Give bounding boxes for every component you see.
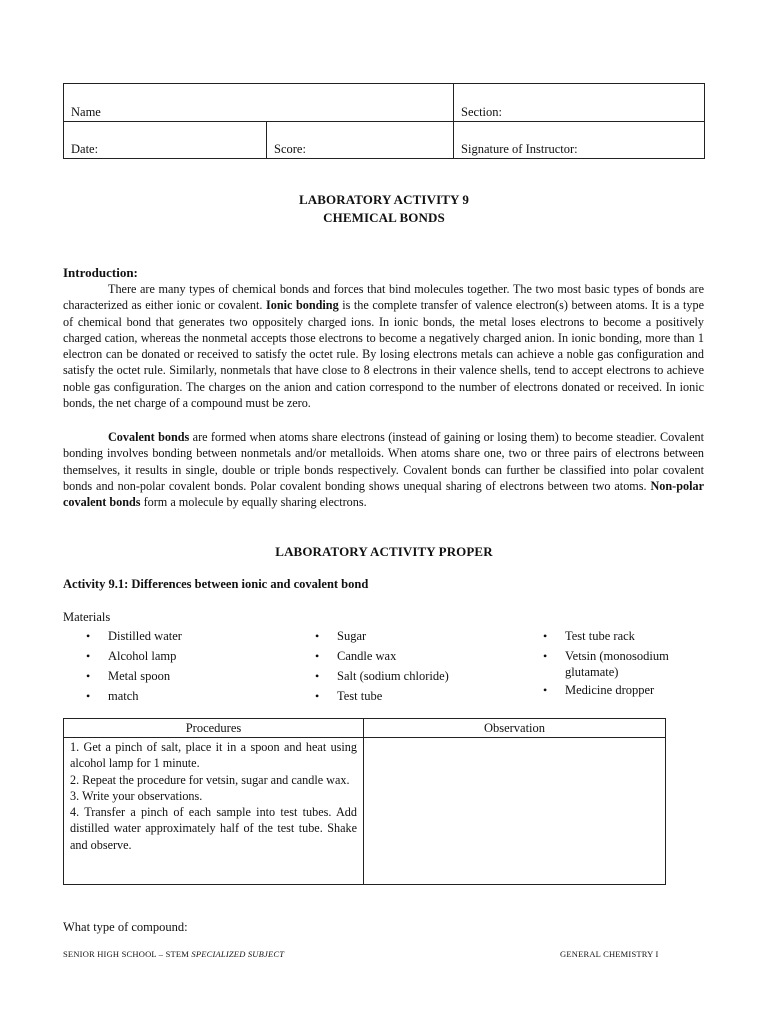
materials-list-col2 [315,628,525,708]
activity-proper-heading: LABORATORY ACTIVITY PROPER [275,544,493,559]
materials-list-col1 [86,628,286,708]
procedure-step: 2. Repeat the procedure for vetsin, sugar and candle wax. [70,772,350,787]
page-title: LABORATORY ACTIVITY 9 [299,192,469,207]
signature-field[interactable] [454,122,705,159]
section-field[interactable] [454,84,705,122]
name-label: Name [71,105,101,119]
list-item: • Distilled water [86,628,286,644]
score-field[interactable] [267,122,454,159]
procedures-cell [64,738,364,885]
signature-label: Signature of Instructor: [461,142,578,156]
list-item: • Sugar [315,628,525,644]
footer-left: SENIOR HIGH SCHOOL – STEM SPECIALIZED SUBJECT [63,949,285,959]
introduction-heading: Introduction: [63,265,138,280]
procedure-step: 4. Transfer a pinch of each sample into test tubes. Add distilled water approximately half of the test tube. Shake and observe. [70,805,357,852]
list-item: • Test tube rack [543,628,703,644]
introduction-paragraph-1: There are many types of chemical bonds and forces that bind molecules together. The two most basic types of bonds are characterized as either ionic or covalent. Ionic bonding is the complete transfer of valence electron(s) between atoms. It is a type of chemical bond that generates two oppositely charged ions. In ionic bonds, the metal loses electrons to become a positively charged cation, whereas the nonmetal accepts those electrons to become a negatively charged anion. In ionic bonding, more than 1 electron can be donated or received to satisfy the octet rule. By losing electrons metals can achieve a noble gas configuration and satisfy the octet rule. Similarly, nonmetals that have close to 8 electrons in their valence shells, tend to accept electrons to achieve noble gas configuration. The charges on the anion and cation correspond to the number of electrons donated or received. In ionic bonds, the net charge of a compound must be zero. [63,282,704,411]
list-item: • Candle wax [315,648,525,664]
procedure-table [63,718,666,885]
list-item: • Metal spoon [86,668,286,684]
observation-header: Observation [364,719,666,738]
compound-type-question: What type of compound: [63,920,188,934]
introduction-paragraph-2: Covalent bonds are formed when atoms share electrons (instead of gaining or losing them) to become steadier. Covalent bonding involves bonding between nonmetals and/or metalloids. When atoms share one, two or three pairs of electrons between themselves, it results in single, double or triple bonds respectively. Covalent bonds can further be classified into polar covalent bonds and non-polar covalent bonds. Polar covalent bonding shows unequal sharing of electrons between two atoms. Non-polar covalent bonds form a molecule by equally sharing electrons. [63,430,704,510]
activity-heading: Activity 9.1: Differences between ionic and covalent bond [63,577,369,591]
materials-label: Materials [63,610,111,624]
date-label: Date: [71,142,99,156]
score-label: Score: [274,142,306,156]
list-item: • Salt (sodium chloride) [315,668,525,684]
footer-right: GENERAL CHEMISTRY I [560,949,659,959]
list-item: • match [86,688,286,704]
list-item: • Vetsin (monosodium glutamate) [543,648,703,680]
list-item: • Alcohol lamp [86,648,286,664]
procedures-header: Procedures [64,719,364,738]
observation-cell[interactable] [364,738,666,885]
materials-list-col3 [543,628,703,702]
date-field[interactable] [64,122,267,159]
section-label: Section: [461,105,502,119]
procedure-step: 3. Write your observations. [70,788,203,803]
list-item: • Medicine dropper [543,682,703,698]
student-info-table [63,83,705,159]
name-field[interactable] [64,84,454,122]
page-subtitle: CHEMICAL BONDS [323,210,445,225]
procedure-step: 1. Get a pinch of salt, place it in a spoon and heat using alcohol lamp for 1 minute. [70,740,357,771]
list-item: • Test tube [315,688,525,704]
